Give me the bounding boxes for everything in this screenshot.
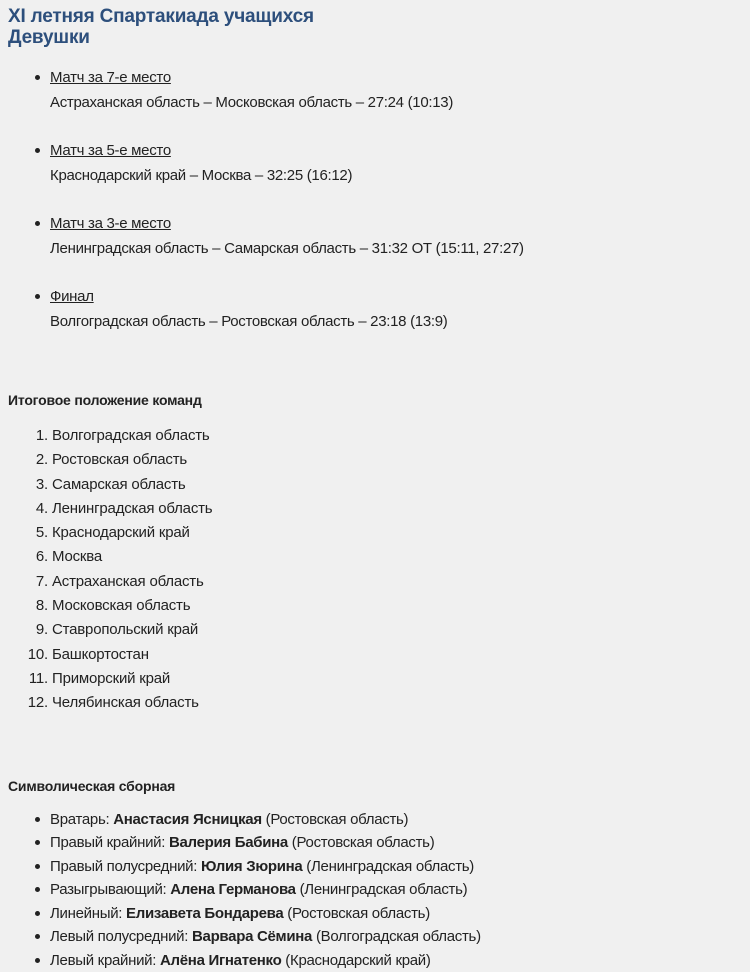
team-name: Ленинградская область [52,499,213,517]
standing-item [8,497,742,521]
player-name: Елизавета Бондарева [126,904,284,922]
standing-item [8,521,742,545]
rank: 1. [35,427,48,444]
player-team: (Ростовская область) [283,904,430,922]
player-item [30,878,742,902]
team-name: Башкортостан [52,645,149,663]
rank: 4. [35,499,48,517]
all-star-list [8,808,742,972]
match-result: Астраханская область – Московская область – 27:24 (10:13) [50,94,454,111]
match-item [30,285,742,334]
team-name: Самарская область [52,475,186,493]
player-item [30,808,742,832]
title-line-1: XI летняя Спартакиада учащихся [8,6,314,27]
match-link-7th-place[interactable]: Матч за 7-е место [50,69,171,86]
player-item [30,949,742,972]
player-position: Правый крайний: [50,834,169,852]
player-position: Правый полусредний: [50,857,201,875]
matches-list [8,66,742,334]
player-name: Варвара Сёмина [192,928,313,946]
player-position: Левый крайний: [50,951,160,969]
player-position: Левый полусредний: [50,928,192,946]
rank: 9. [35,621,48,639]
standing-item [8,643,742,667]
player-position: Вратарь: [50,810,114,828]
team-name: Московская область [52,597,191,615]
player-position: Линейный: [50,904,127,922]
standings-heading: Итоговое положение команд [8,392,202,408]
rank: 10. [27,645,48,663]
rank: 12. [27,694,48,712]
rank: 2. [35,451,48,469]
team-name: Волгоградская область [52,427,210,444]
player-team: (Ростовская область) [287,834,435,852]
standing-item [8,424,742,448]
match-item [30,212,742,261]
player-name: Анастасия Ясницкая [113,810,262,828]
player-team: (Ленинградская область) [295,881,468,899]
standing-item [8,667,742,691]
player-name: Алёна Игнатенко [160,951,282,969]
match-link-5th-place[interactable]: Матч за 5-е место [50,142,171,159]
player-team: (Ростовская область) [261,810,409,828]
match-result: Волгоградская область – Ростовская область – 23:18 (13:9) [50,313,448,330]
standing-item [8,473,742,497]
team-name: Краснодарский край [52,524,190,542]
player-name: Валерия Бабина [168,834,288,852]
player-item [30,831,742,855]
player-name: Алена Германова [170,881,296,899]
match-link-final[interactable]: Финал [50,288,94,305]
team-name: Ставропольский край [52,621,199,639]
team-name: Астраханская область [52,572,204,590]
player-position: Разыгрывающий: [50,881,171,899]
page-title [8,6,742,48]
player-team: (Краснодарский край) [281,951,431,969]
rank: 11. [28,669,48,687]
title-line-2: Девушки [8,27,90,48]
match-item [30,66,742,115]
team-name: Приморский край [52,669,171,687]
match-result: Краснодарский край – Москва – 32:25 (16:12) [50,167,353,184]
team-name: Ростовская область [52,451,187,469]
player-item [30,925,742,949]
player-item [30,902,742,926]
standing-item [8,570,742,594]
rank: 3. [35,475,48,493]
standing-item [8,594,742,618]
team-name: Москва [52,548,103,566]
player-name: Юлия Зюрина [200,857,303,875]
team-name: Челябинская область [52,694,199,712]
player-team: (Волгоградская область) [312,928,481,946]
standing-item [8,618,742,642]
standings-list [8,424,742,716]
rank: 8. [35,597,48,615]
match-result: Ленинградская область – Самарская область – 31:32 ОТ (15:11, 27:27) [50,240,524,257]
standing-item [8,448,742,472]
standing-item [8,545,742,569]
rank: 7. [35,572,48,590]
rank: 5. [35,524,48,542]
standing-item [8,691,742,715]
player-team: (Ленинградская область) [302,857,474,875]
match-item [30,139,742,188]
player-item [30,855,742,879]
all-star-heading: Символическая сборная [8,777,176,794]
rank: 6. [35,548,48,566]
match-link-3rd-place[interactable]: Матч за 3-е место [50,215,171,232]
